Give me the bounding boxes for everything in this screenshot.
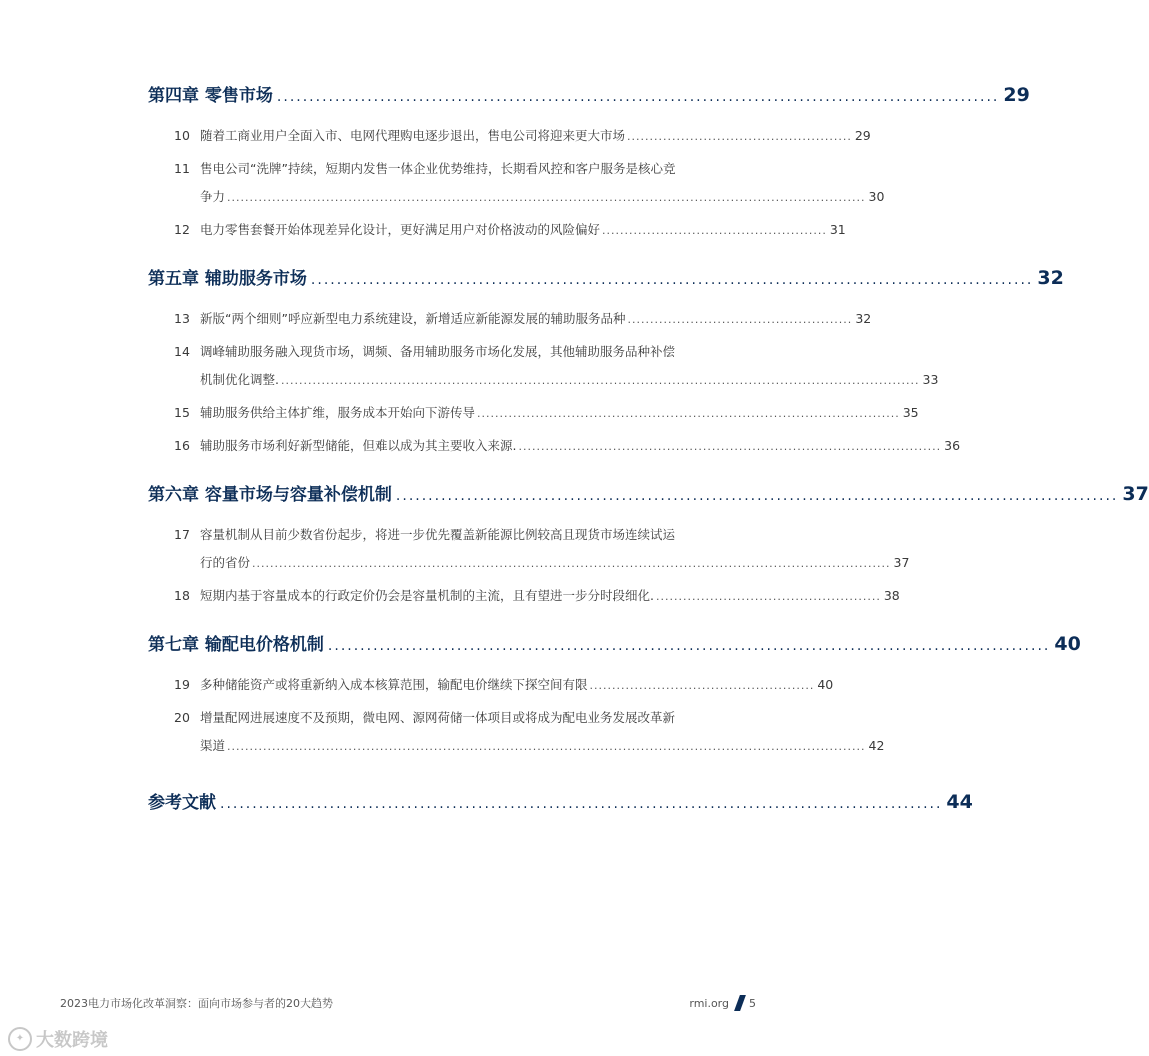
entry-number: 16 <box>174 438 190 453</box>
dot-leader: .............................................................................................................................................. <box>227 740 866 753</box>
entry-page: 30 <box>868 189 885 204</box>
entry-page: 42 <box>868 738 885 753</box>
entry-number: 20 <box>174 710 190 725</box>
chapter-page: 29 <box>1003 84 1030 106</box>
footer-site[interactable]: rmi.org <box>689 996 729 1010</box>
entry-page: 40 <box>817 677 834 692</box>
entry-number: 15 <box>174 405 190 420</box>
chapter-heading[interactable] <box>148 479 1149 509</box>
chapter-title: 第六章 容量市场与容量补偿机制 <box>148 485 392 505</box>
toc-entry[interactable] <box>148 582 900 611</box>
entry-page: 33 <box>922 372 939 387</box>
dot-leader: .................................................. <box>655 590 881 603</box>
entry-page: 35 <box>902 405 919 420</box>
dot-leader: ................................................................................................................ <box>220 796 943 812</box>
dot-leader: ................................................................................................................ <box>276 89 1000 105</box>
dot-leader: .................................................. <box>627 313 853 326</box>
references-title: 参考文献 <box>148 793 216 813</box>
entry-number: 12 <box>174 222 190 237</box>
dot-leader: ................................................................................................................ <box>395 488 1119 504</box>
entry-page: 32 <box>855 311 872 326</box>
toc-entry[interactable] <box>148 155 885 212</box>
entry-number: 18 <box>174 588 190 603</box>
footer-page-number: 5 <box>749 996 756 1010</box>
dot-leader: ................................................................................................................ <box>310 272 1034 288</box>
toc-entry[interactable] <box>148 432 961 461</box>
chapter-heading[interactable] <box>148 80 1030 110</box>
dot-leader: .................................................. <box>627 130 852 143</box>
references-heading[interactable] <box>148 787 973 817</box>
dot-leader: .................................................. <box>589 679 815 692</box>
entry-number: 14 <box>174 344 190 359</box>
watermark-text: 大数跨境 <box>36 1030 108 1051</box>
entry-page: 29 <box>854 128 871 143</box>
dot-leader: .............................................................................................. <box>518 440 942 453</box>
entry-text: 行的省份 <box>200 555 251 570</box>
entry-number: 11 <box>174 161 190 176</box>
footer-right <box>689 995 756 1011</box>
entry-text: 争力 <box>200 189 226 204</box>
chapter-page: 37 <box>1122 483 1149 505</box>
chapter-block <box>148 629 1081 761</box>
slash-icon <box>734 995 746 1011</box>
toc-entry[interactable] <box>148 704 885 761</box>
entry-text: 随着工商业用户全面入市、电网代理购电逐步退出，售电公司将迎来更大市场 <box>200 128 626 143</box>
dot-leader: .................................................. <box>602 224 827 237</box>
toc-entry[interactable] <box>148 671 834 700</box>
entry-text: 机制优化调整. <box>200 372 279 387</box>
entry-text: 售电公司“洗牌”持续，短期内发售一体企业优势维持，长期看风控和客户服务是核心竞 <box>200 161 676 176</box>
chapter-block <box>148 479 1149 611</box>
entry-text: 辅助服务市场利好新型储能，但难以成为其主要收入来源. <box>200 438 517 453</box>
toc-entry[interactable] <box>148 216 846 245</box>
dot-leader: .............................................................................................................................................. <box>280 374 920 387</box>
entry-text: 新版“两个细则”呼应新型电力系统建设，新增适应新能源发展的辅助服务品种 <box>200 311 626 326</box>
entry-text: 辅助服务供给主体扩维，服务成本开始向下游传导 <box>200 405 476 420</box>
chapter-block <box>148 263 1064 461</box>
dot-leader: .............................................................................................. <box>477 407 900 420</box>
watermark-logo-icon: ✦ <box>8 1027 32 1051</box>
entry-text: 电力零售套餐开始体现差异化设计，更好满足用户对价格波动的风险偏好 <box>200 222 601 237</box>
chapter-heading[interactable] <box>148 263 1064 293</box>
toc-entry[interactable] <box>148 122 871 151</box>
toc-entry[interactable] <box>148 305 872 334</box>
watermark <box>8 1026 108 1052</box>
chapter-page: 40 <box>1054 633 1081 655</box>
toc-entry[interactable] <box>148 338 939 395</box>
chapter-heading[interactable] <box>148 629 1081 659</box>
entry-text: 调峰辅助服务融入现货市场，调频、备用辅助服务市场化发展，其他辅助服务品种补偿 <box>200 344 676 359</box>
dot-leader: .............................................................................................................................................. <box>227 191 866 204</box>
entry-text: 渠道 <box>200 738 226 753</box>
entry-number: 19 <box>174 677 190 692</box>
entry-page: 36 <box>944 438 961 453</box>
entry-text: 短期内基于容量成本的行政定价仍会是容量机制的主流，且有望进一步分时段细化. <box>200 588 654 603</box>
chapter-title: 第四章 零售市场 <box>148 86 273 106</box>
chapter-title: 第五章 辅助服务市场 <box>148 269 307 289</box>
entry-text: 容量机制从目前少数省份起步，将进一步优先覆盖新能源比例较高且现货市场连续试运 <box>200 527 676 542</box>
chapter-page: 32 <box>1037 267 1064 289</box>
chapter-block <box>148 80 1030 245</box>
chapter-title: 第七章 输配电价格机制 <box>148 635 324 655</box>
page-footer <box>60 995 756 1013</box>
entry-number: 10 <box>174 128 190 143</box>
toc-entry[interactable] <box>148 399 919 428</box>
entry-text: 增量配网进展速度不及预期，微电网、源网荷储一体项目或将成为配电业务发展改革新 <box>200 710 676 725</box>
entry-page: 31 <box>829 222 846 237</box>
dot-leader: .............................................................................................................................................. <box>252 557 891 570</box>
entry-number: 17 <box>174 527 190 542</box>
references-page: 44 <box>946 791 973 813</box>
table-of-contents <box>148 80 1149 817</box>
footer-report-title: 2023电力市场化改革洞察：面向市场参与者的20大趋势 <box>60 997 333 1010</box>
entry-page: 37 <box>893 555 910 570</box>
toc-entry[interactable] <box>148 521 910 578</box>
dot-leader: ................................................................................................................ <box>327 638 1051 654</box>
entry-number: 13 <box>174 311 190 326</box>
entry-text: 多种储能资产或将重新纳入成本核算范围，输配电价继续下探空间有限 <box>200 677 588 692</box>
entry-page: 38 <box>883 588 900 603</box>
